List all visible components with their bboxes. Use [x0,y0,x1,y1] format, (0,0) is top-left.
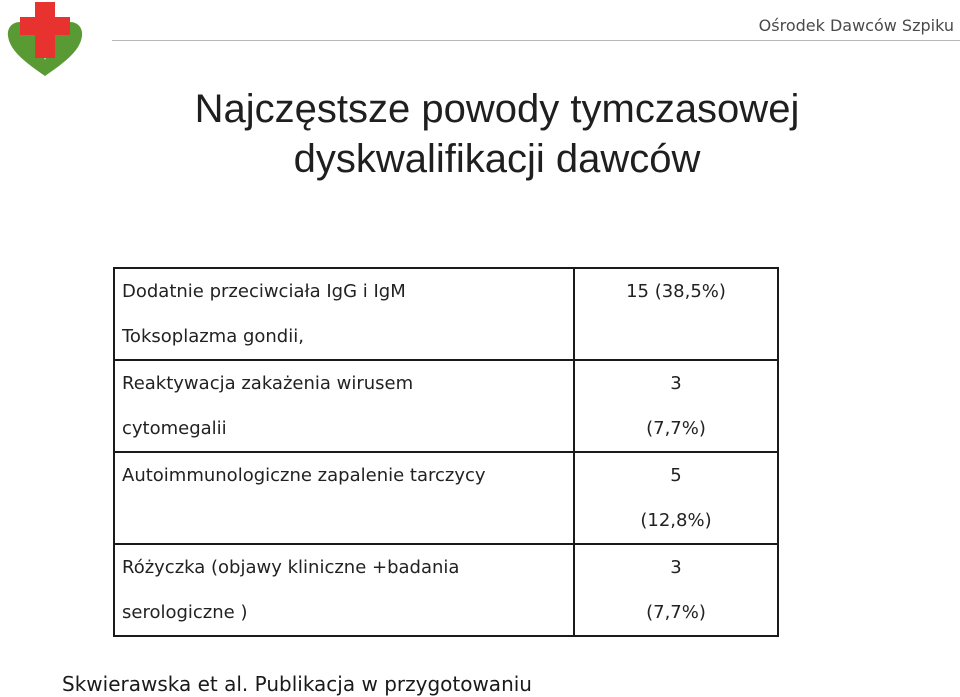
table-row [114,452,778,544]
value-text: 15 (38,5%) [626,281,726,302]
reason-cell [114,452,574,544]
value-text: (7,7%) [646,602,706,623]
value-text: (7,7%) [646,418,706,439]
disqualification-table [113,267,779,637]
reason-text: Różyczka (objawy kliniczne +badania [122,557,460,578]
reason-text: Reaktywacja zakażenia wirusem [122,373,414,394]
value-cell [574,452,778,544]
value-cell [574,268,778,360]
red-cross-green-heart-icon [4,2,86,82]
reason-cell [114,544,574,636]
value-cell [574,544,778,636]
page-title [0,84,960,184]
reason-text [122,498,573,543]
table-row [114,544,778,636]
reason-cell [114,268,574,360]
reason-text: Dodatnie przeciwciała IgG i IgM [122,281,406,302]
reason-text: cytomegalii [122,418,227,439]
value-text: (12,8%) [640,510,712,531]
reason-text: Autoimmunologiczne zapalenie tarczycy [122,465,486,486]
reason-text: Toksoplazma gondii, [122,326,304,347]
value-cell [574,360,778,452]
table-row [114,360,778,452]
table-row [114,268,778,360]
value-text: 5 [670,465,682,486]
value-text: 3 [670,373,682,394]
header-divider [112,40,960,41]
reason-cell [114,360,574,452]
value-text: 3 [670,557,682,578]
citation: Skwierawska et al. Publikacja w przygotowaniu [62,672,532,696]
reason-text: serologiczne ) [122,602,248,623]
value-text [575,314,777,359]
organization-name: Ośrodek Dawców Szpiku [758,16,954,35]
title-line-1: Najczęstsze powody tymczasowej [194,87,800,131]
title-line-2: dyskwalifikacji dawców [293,137,701,181]
